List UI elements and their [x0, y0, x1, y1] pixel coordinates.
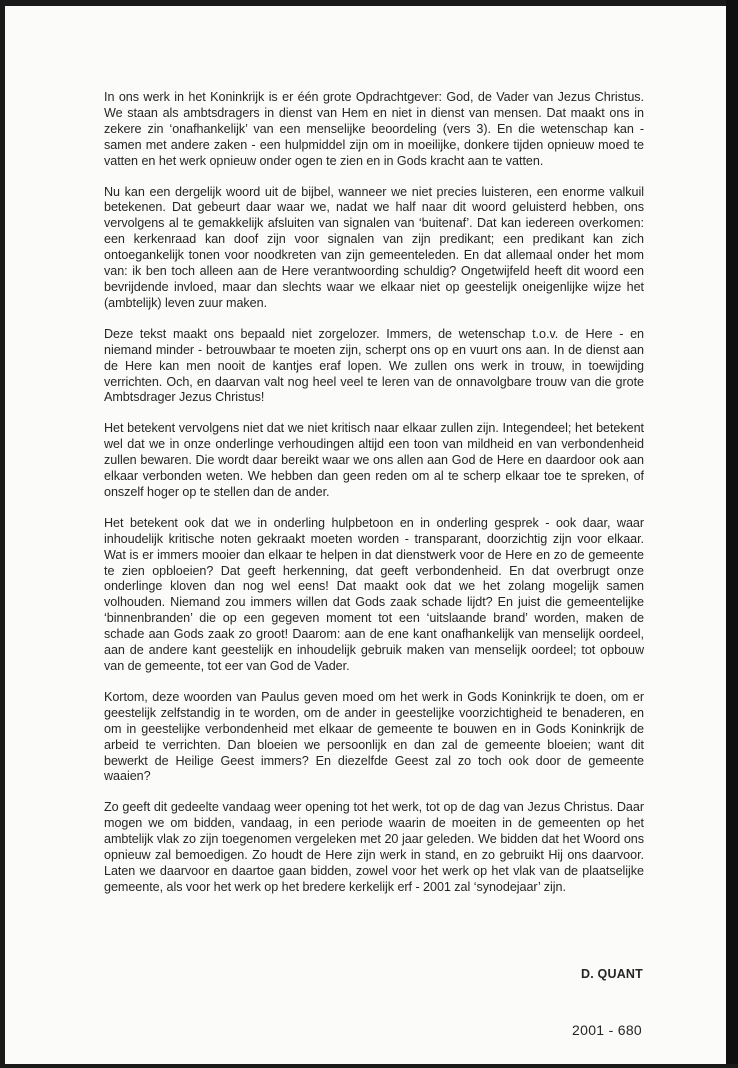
- page-number: 2001 - 680: [572, 1022, 642, 1038]
- paragraph: Deze tekst maakt ons bepaald niet zorgelozer. Immers, de wetenschap t.o.v. de Here - en niemand minder - betrouwbaar te moeten zijn, scherpt ons op en vuurt ons aan. In de dienst aan de Here kan men nooit de kantjes eraf lopen. We zullen ons werk in trouw, in toewijding verrichten. Och, en daarvan valt nog heel veel te leren van de onnavolgbare trouw van die grote Ambtsdrager Jezus Christus!: [104, 326, 644, 405]
- paragraph: Het betekent ook dat we in onderling hulpbetoon en in onderling gesprek - ook daar, waar inhoudelijk kritische noten gekraakt moeten worden - transparant, doorzichtig zijn voor elkaar. Wat is er immers mooier dan elkaar te helpen in dat dienstwerk voor de Here en zo de gemeente te zien opbloeien? Dat geeft herkenning, dat geeft verbondenheid. En dat overbrugt onze onderlinge kloven dan nog wel eens! Dat maakt ook dat we het zolang mogelijk samen volhouden. Niemand zou immers willen dat Gods zaak schade lijdt? En juist die gemeentelijke ‘binnenbranden’ die op een gegeven moment tot een ‘uitslaande brand’ worden, maken de schade aan Gods zaak zo groot! Daarom: aan de ene kant onafhankelijk van menselijk oordeel, aan de andere kant geestelijk en inhoudelijk gebruik maken van menselijk oordeel; tot opbouw van de gemeente, tot eer van God de Vader.: [104, 515, 644, 673]
- scan-edge-bottom: [0, 1064, 738, 1068]
- author-signature: D. QUANT: [580, 967, 643, 981]
- scan-edge-right: [726, 0, 738, 1068]
- paragraph: Nu kan een dergelijk woord uit de bijbel, wanneer we niet precies luisteren, een enorme valkuil betekenen. Dat gebeurt daar waar we, nadat we half naar dit woord geluisterd hebben, ons vervolgens al te gemakkelijk afsluiten van signalen van ‘buitenaf’. Dat kan iedereen overkomen: een kerkenraad kan doof zijn voor signalen van zijn predikant; een predikant kan zich ontoegankelijk tonen voor noodkreten van zijn gemeenteleden. En dat allemaal onder het mom van: ik ben toch alleen aan de Here verantwoording schuldig? Ongetwijfeld heeft dit woord een bevrijdende invloed, maar dan slechts waar we elkaar niet op geestelijk oneigenlijke wijze het (ambtelijk) leven zuur maken.: [104, 184, 644, 310]
- scan-edge-left: [0, 0, 5, 1068]
- paragraph: Zo geeft dit gedeelte vandaag weer opening tot het werk, tot op de dag van Jezus Christus. Daar mogen we om bidden, vandaag, in een periode waarin de moeiten in de gemeenten op het ambtelijk vlak zo zijn toegenomen vergeleken met 20 jaar geleden. We bidden dat het Woord ons opnieuw zal bemoedigen. Zo houdt de Here zijn werk in stand, en zo gebruikt Hij ons daarvoor. Laten we daarvoor en daartoe gaan bidden, zowel voor het werk op het vlak van de plaatselijke gemeente, als voor het werk op het bredere kerkelijk erf - 2001 zal ‘synodejaar’ zijn.: [104, 800, 644, 894]
- paragraph: Het betekent vervolgens niet dat we niet kritisch naar elkaar zullen zijn. Integendeel; het betekent wel dat we in onze onderlinge verhoudingen altijd een toon van mildheid en van verbondenheid zullen bewaren. Die wordt daar bereikt waar we ons allen aan God de Here en daardoor ook aan elkaar verbonden weten. We hebben dan geen reden om al te scherp elkaar toe te spreken, of onszelf hoger op te stellen dan de ander.: [104, 421, 644, 499]
- article-body: [104, 90, 644, 911]
- paragraph: Kortom, deze woorden van Paulus geven moed om het werk in Gods Koninkrijk te doen, om er geestelijk zelfstandig in te worden, om de ander in geestelijke voorzichtigheid te benaderen, en om in geestelijke verbondenheid met elkaar de gemeente te bouwen en in Gods Koninkrijk de arbeid te verrichten. Dan bloeien we persoonlijk en dan zal de gemeente bloeien; want dit bewerkt de Heilige Geest immers? En diezelfde Geest zal zo toch ook door de gemeente waaien?: [104, 689, 644, 784]
- scan-edge-top: [0, 0, 738, 6]
- paragraph: In ons werk in het Koninkrijk is er één grote Opdrachtgever: God, de Vader van Jezus Christus. We staan als ambtsdragers in dienst van Hem en niet in dienst van mensen. Dat maakt ons in zekere zin ‘onafhankelijk’ van een menselijke beoordeling (vers 3). En die wetenschap kan - samen met andere zaken - een hulpmiddel zijn om in moeilijke, donkere tijden opnieuw moed te vatten en het werk opnieuw onder ogen te zien en in Gods kracht aan te vatten.: [104, 90, 644, 168]
